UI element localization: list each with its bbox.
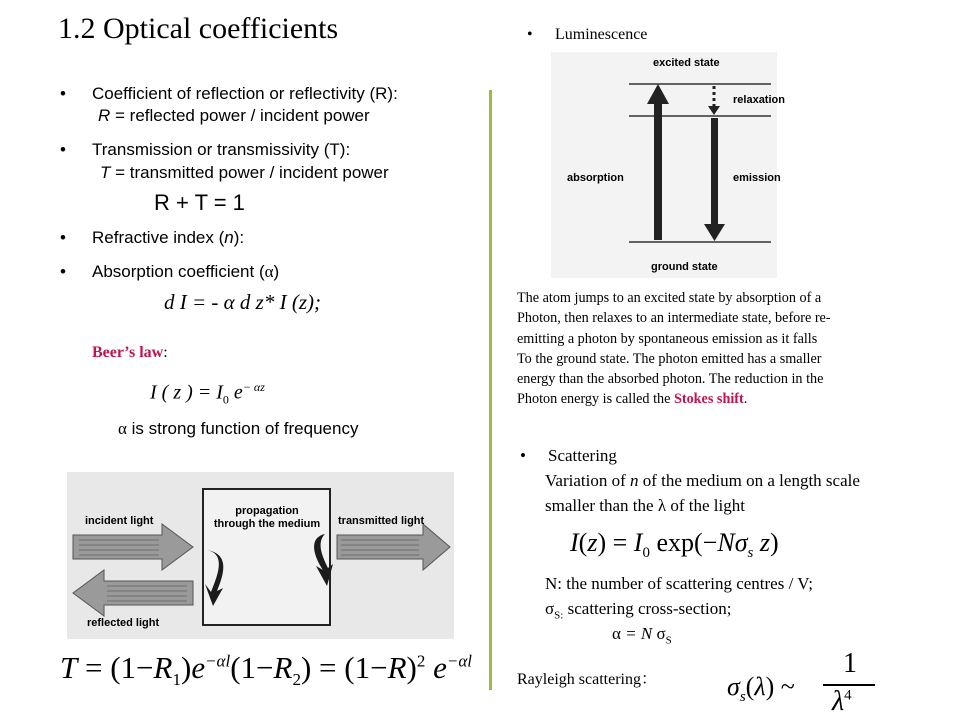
rayleigh-lhs: $\sigma_s(\lambda)$ ~ <box>727 672 795 706</box>
bullet-luminescence: • Luminescence <box>527 26 648 43</box>
bullet-dot: • <box>60 228 66 247</box>
beers-law-label: Beer’s law: <box>92 344 168 361</box>
para-line: The atom jumps to an excited state by absorption of a <box>517 290 822 306</box>
rayleigh-numerator: 1 <box>843 648 857 679</box>
bullet-absorption: • Absorption coefficient (α) <box>60 262 280 281</box>
label-propagation-medium: propagation through the medium <box>213 505 321 530</box>
label-absorption: absorption <box>567 172 624 184</box>
absorption-arrow <box>654 100 662 240</box>
scattering-formula: $I(z) = I_0$ $\exp(-N\sigma_s$ z) <box>570 528 779 562</box>
label-reflected-light: reflected light <box>87 617 160 629</box>
transmission-formula: $T = (1-R_1)e^{-\alpha l}(1-R_2) = (1-R)^2$ $e^{-\alpha l}$ <box>60 650 472 690</box>
sum-equation: R + T = 1 <box>154 190 245 215</box>
para-line-last: Photon energy is called the Stokes shift. <box>517 391 748 408</box>
bullet-reflectivity: • Coefficient of reflection or reflectivity (R): <box>60 84 398 103</box>
rayleigh-denominator: $\lambda^4$ <box>832 686 852 717</box>
label-relaxation: relaxation <box>733 94 785 106</box>
label-incident-light: incident light <box>85 515 154 527</box>
label-ground-state: ground state <box>651 261 718 273</box>
bullet-dot: • <box>60 140 66 159</box>
reflectivity-definition: R = reflected power / incident power <box>98 106 370 125</box>
n-definition: N: the number of scattering centres / V; <box>545 574 813 593</box>
column-divider <box>489 90 492 690</box>
para-line: Photon, then relaxes to an intermediate state, before re- <box>517 310 831 327</box>
stokes-shift-term: Stokes shift <box>673 391 744 408</box>
scattering-line-2: smaller than the λ of the light <box>545 496 745 515</box>
label-excited-state: excited state <box>653 57 720 69</box>
para-line: energy than the absorbed photon. The reduction in the <box>517 371 824 388</box>
bullet-refractive-index: • Refractive index (n): <box>60 228 245 247</box>
luminescence-paragraph <box>517 288 942 410</box>
alpha-equation: α = N $\sigma_S$ <box>612 624 672 647</box>
beers-law-formula: I ( z ) = $I_0$ $e^{- \alpha z}$ <box>150 380 265 407</box>
rayleigh-label: Rayleigh scattering： <box>517 671 657 688</box>
bullet-transmissivity: • Transmission or transmissivity (T): <box>60 140 351 159</box>
propagation-diagram <box>67 472 454 639</box>
scattering-line-1: Variation of n of the medium on a length scale <box>545 471 860 490</box>
bullet-dot: • <box>527 26 533 43</box>
alpha-note: α is strong function of frequency <box>118 419 359 438</box>
page-title: 1.2 Optical coefficients <box>58 12 339 45</box>
para-line: To the ground state. The photon emitted has a smaller <box>517 350 822 367</box>
bullet-dot: • <box>520 446 526 465</box>
bullet-dot: • <box>60 262 66 281</box>
bullet-scattering: • Scattering <box>520 446 617 465</box>
propagation-figure <box>67 472 454 639</box>
para-line: emitting a photon by spontaneous emission as it falls <box>517 330 818 347</box>
label-emission: emission <box>733 172 781 184</box>
sigma-definition: $\sigma_{S:}$ scattering cross-section; <box>545 599 732 622</box>
label-transmitted-light: transmitted light <box>338 515 425 527</box>
differential-equation: d I = - α d z* I (z); <box>164 290 321 314</box>
emission-arrow <box>711 118 718 228</box>
luminescence-diagram <box>551 52 785 278</box>
bullet-dot: • <box>60 84 66 103</box>
transmissivity-definition: T = transmitted power / incident power <box>100 163 389 182</box>
